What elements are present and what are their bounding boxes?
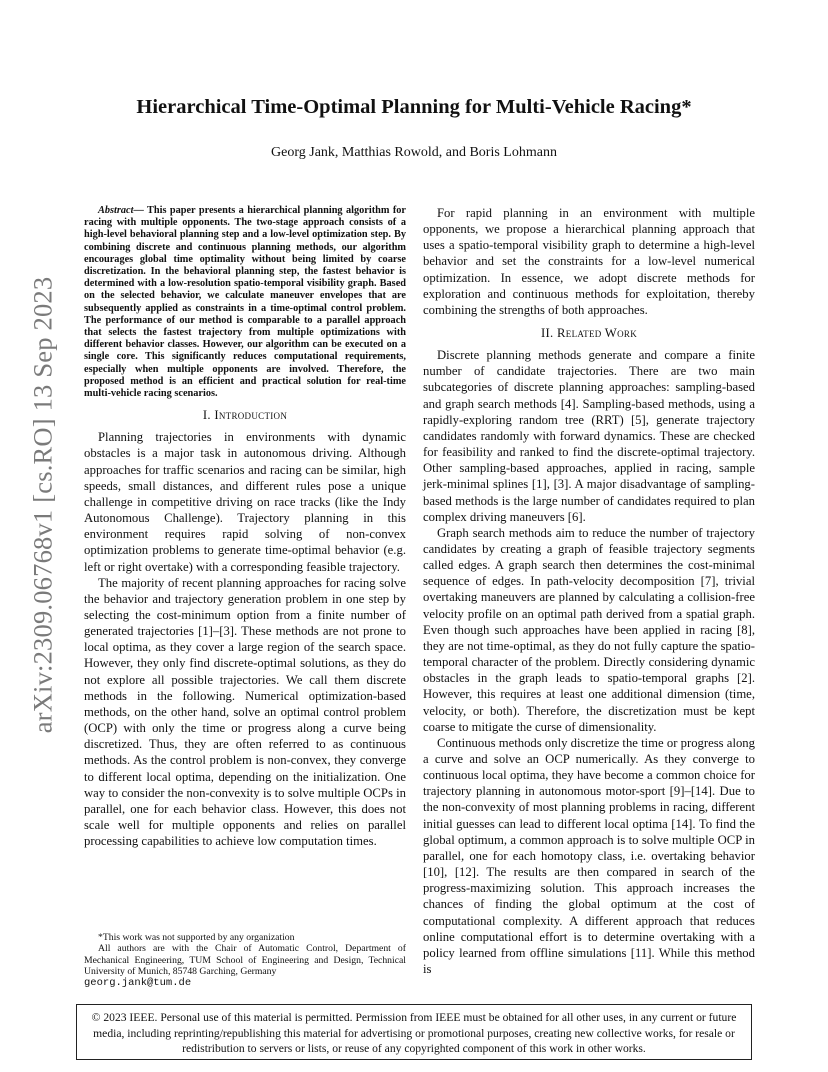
footnote-support: *This work was not supported by any organization (98, 932, 295, 943)
paper-title: Hierarchical Time-Optimal Planning for Multi-Vehicle Racing* (136, 96, 692, 118)
section-title: Introduction (214, 408, 288, 423)
left-column (84, 205, 406, 849)
related-paragraph-3: Continuous methods only discretize the time or progress along a curve and solve an OCP numerically. As they converge to continuous local optima, they have become a common choice for trajectory planning in autonomous motor-sport [9]–[14]. Due to the non-convexity of most planning problems in racing, different initial guesses can lead to different local optima [14]. To find the global optimum, a common approach is to solve multiple OCP in parallel, one for each homotopy class, i.e. overtaking behavior [10], [12]. The results are then compared in search of the progress-maximizing solution. This approach increases the chances of finding the global optimum at the cost of computational complexity. A different approach that reduces online computational effort is to determine overtaking with a policy learned from offline simulations [11]. While this method is (423, 735, 755, 977)
related-paragraph-2: Graph search methods aim to reduce the number of trajectory candidates by creating a graph of feasible trajectory segments called edges. A graph search then determines the cost-minimal sequence of edges. In path-velocity decomposition [7], trivial overtaking maneuvers are planned by calculating a collision-free velocity profile on an optimal path derived from a spatial graph. Even though such approaches have been applied in racing [8], they are not time-optimal, as they do not fully capture the spatio-temporal character of the problem. Directly considering dynamic obstacles in the graph leads to spatio-temporal graphs [2]. However, this requires at least one additional dimension (time, velocity, or both). Therefore, the discretization must be kept coarse to mitigate the curse of dimensionality. (423, 525, 755, 734)
abstract-label: Abstract (98, 205, 134, 216)
intro-paragraph-2: The majority of recent planning approaches for racing solve the behavior and trajectory generation problem in one step by selecting the cost-minimum option from a finite number of generated trajectories [1]–[3]. These methods are not prone to local optima, as they cover a large region of the search space. However, they only find discrete-optimal solutions, as they do not explore all possible trajectories. We call them discrete methods in the following. Numerical optimization-based methods, on the other hand, solve an optimal control problem (OCP) with only the time or progress along a curve being discretized. Thus, they are often referred to as continuous methods. As the control problem is non-convex, they converge to different local optima, depending on the initialization. One way to consider the non-convexity is to solve multiple OCPs in parallel, one for each behavior class. However, this does not scale well for multiple opponents and relies on parallel processing capabilities to achieve low computation times. (84, 575, 406, 849)
footnote-affiliation: All authors are with the Chair of Automatic Control, Department of Mechanical Engineering, TUM School of Engineering and Design, Technical University of Munich, 85748 Garching, Germany (84, 943, 406, 977)
right-column (423, 205, 755, 977)
copyright-text: © 2023 IEEE. Personal use of this material is permitted. Permission from IEEE must be obtained for all other uses, in any current or future media, including reprinting/republishing this material for advertising or promotional purposes, creating new collective works, for resale or redistribution to servers or lists, or reuse of any copyrighted component of this work in other works. (91, 1011, 737, 1055)
abstract (84, 205, 406, 400)
arxiv-identifier: arXiv:2309.06768v1 [cs.RO] 13 Sep 2023 (27, 276, 58, 734)
paper-authors: Georg Jank, Matthias Rowold, and Boris Lohmann (271, 145, 557, 160)
section-heading-introduction (84, 408, 406, 423)
section-heading-related-work (423, 326, 755, 341)
abstract-text: This paper presents a hierarchical planning algorithm for racing with multiple opponents. The two-stage approach consists of a high-level behavioral planning step and a low-level optimization step. By combining discrete and continuous planning methods, our algorithm encourages global time optimality without being limited by coarse discretization. In the behavioral planning step, the fastest behavior is determined with a low-resolution spatio-temporal visibility graph. Based on the selected behavior, we calculate maneuver envelopes that are subsequently applied as constraints in a time-optimal control problem. The performance of our method is comparable to a parallel approach that selects the fastest trajectory from multiple optimizations with different behavior classes. However, our algorithm can be executed on a single core. This significantly reduces computational requirements, especially when multiple opponents are involved. Therefore, the proposed method is an efficient and practical solution for real-time multi-vehicle racing scenarios. (84, 205, 407, 400)
section-number: I. (202, 408, 211, 423)
section-title: Related Work (557, 326, 637, 341)
intro-continuation-paragraph: For rapid planning in an environment with multiple opponents, we propose a hierarchical planning approach that uses a spatio-temporal visibility graph to determine a high-level behavior and set the constraints for a low-level numerical optimization. In essence, we adopt discrete methods for exploration and continuous methods for exploitation, thereby combining the strengths of both approaches. (423, 206, 755, 317)
abstract-dash: — (133, 205, 148, 216)
copyright-notice-box (76, 1004, 752, 1060)
intro-paragraph-1: Planning trajectories in environments with dynamic obstacles is a major task in autonomous driving. Although approaches for traffic scenarios and racing can be similar, high speeds, small distances, and different rules pose a unique challenge in competitive driving on race tracks (like the Indy Autonomous Challenge). Trajectory planning in this environment requires rapid solving of non-convex optimization problems to generate time-optimal behavior (e.g. left or right overtake) with a corresponding feasible trajectory. (84, 430, 406, 574)
footnotes (84, 932, 406, 989)
section-number: II. (541, 326, 554, 341)
related-paragraph-1: Discrete planning methods generate and compare a finite number of candidate trajectories. There are two main subcategories of discrete planning approaches: sampling-based and graph search methods [4]. Sampling-based methods, using a rapidly-exploring random tree (RRT) [5], generate trajectory candidates randomly with forward dynamics. These are checked for feasibility and ranked to find the discrete-optimal trajectory. Other sampling-based approaches, applied in racing, sample jerk-minimal splines [1], [3]. A major disadvantage of sampling-based methods is the large number of candidates required to plan complex driving maneuvers [6]. (423, 348, 755, 524)
author-email-link[interactable]: georg.jank@tum.de (84, 977, 192, 990)
arxiv-sidebar (18, 255, 68, 755)
